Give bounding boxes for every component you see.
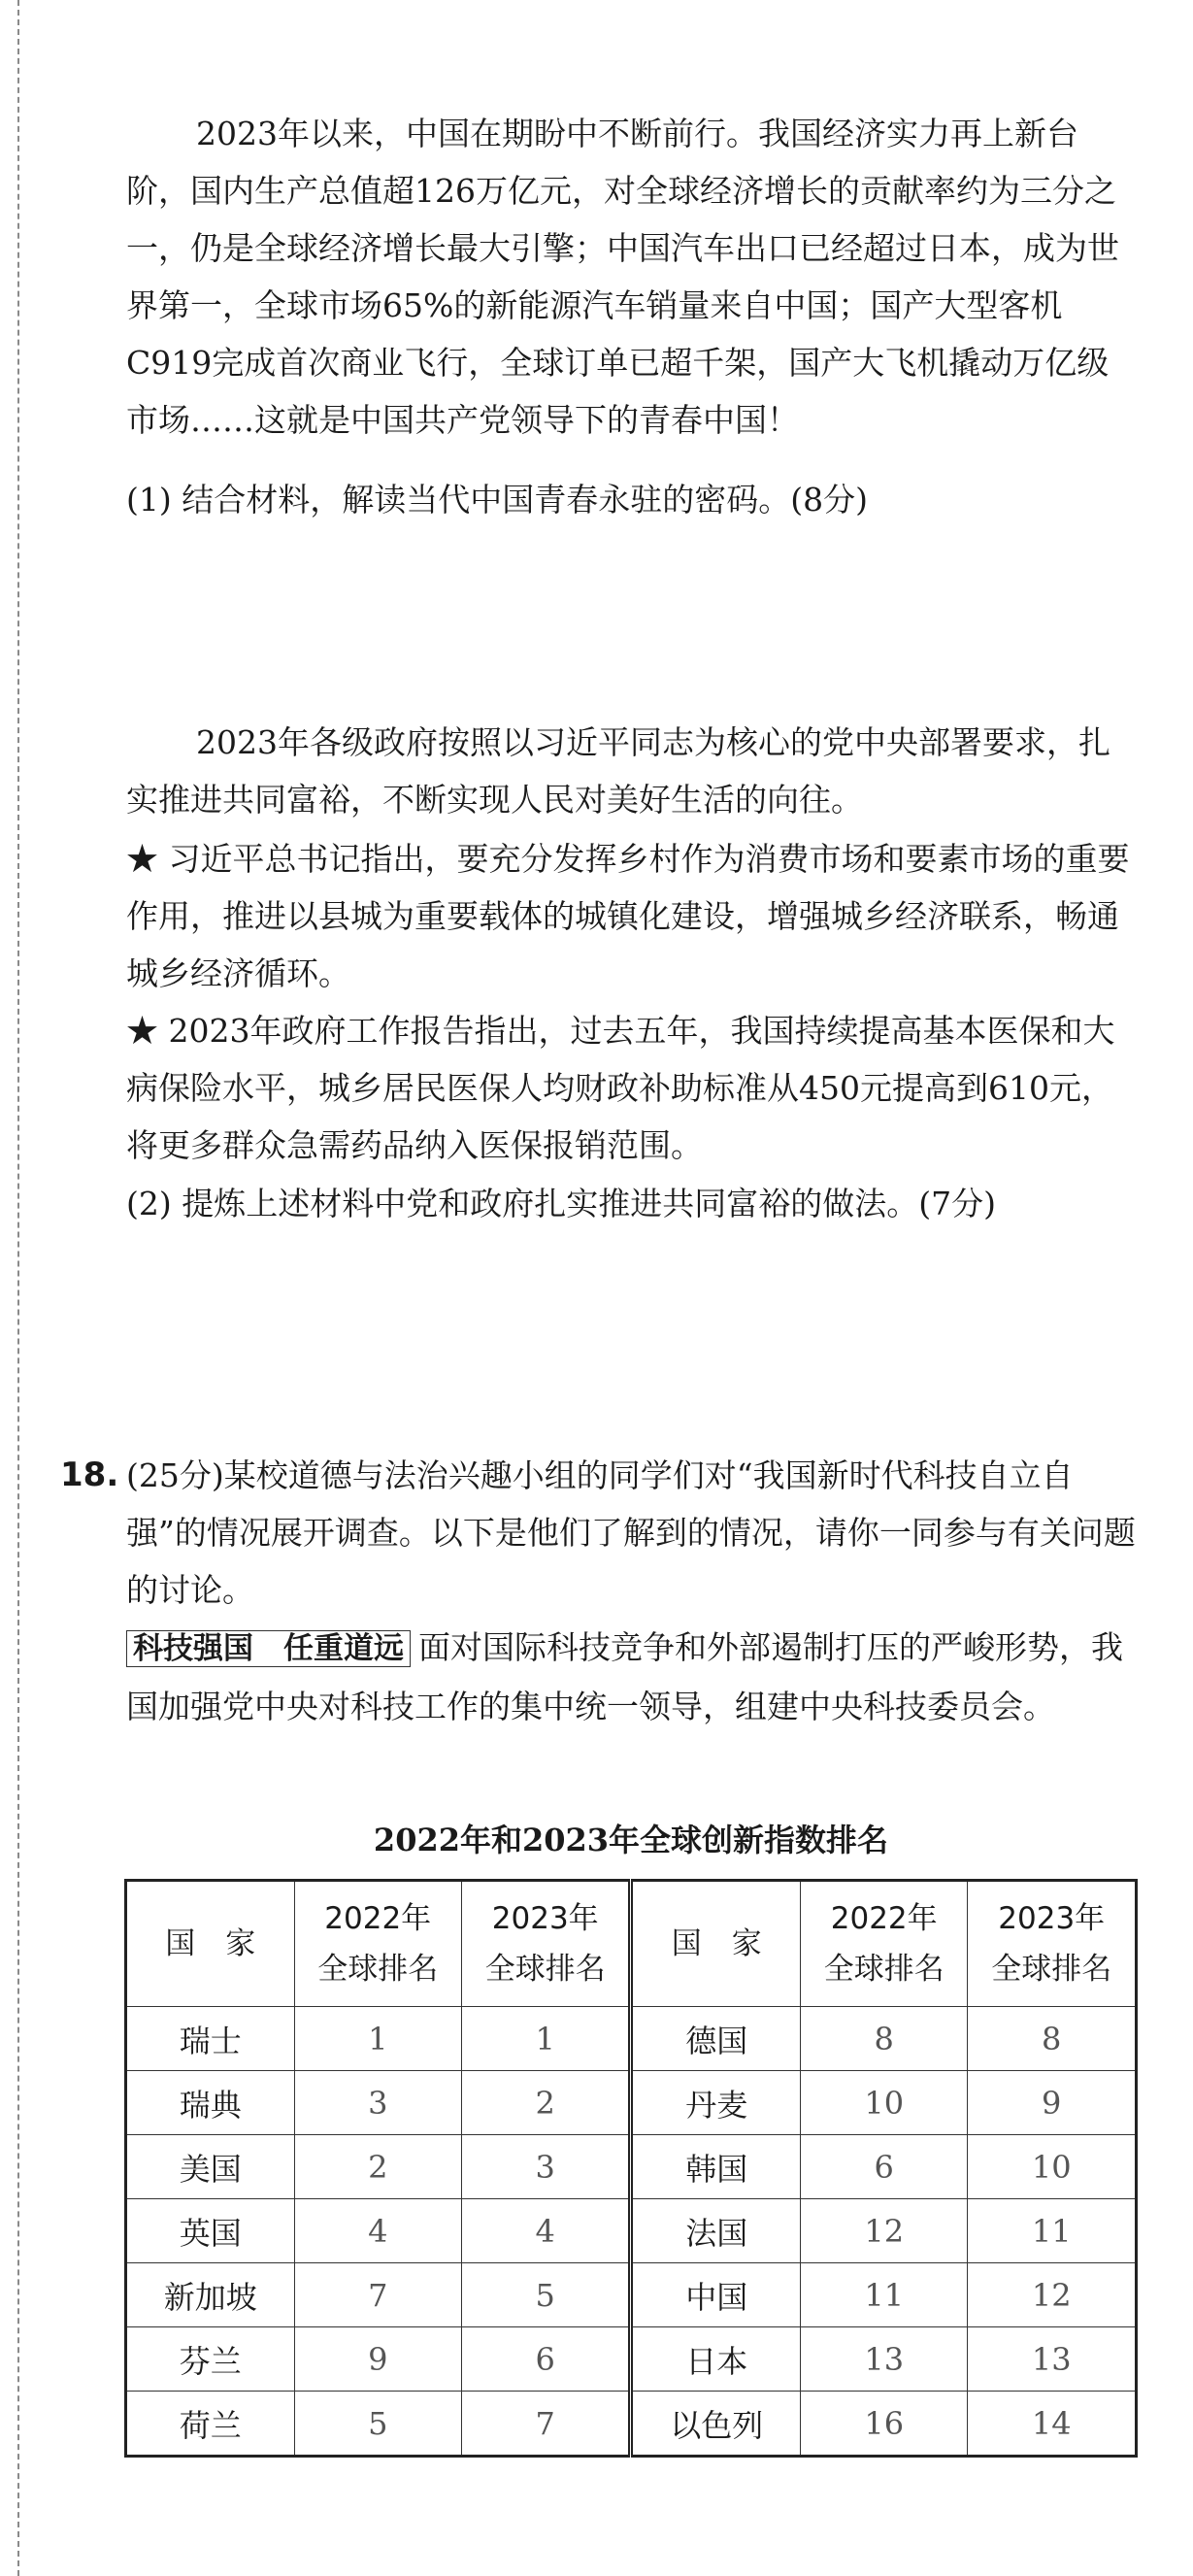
cell-rank-2023: 11 (968, 2199, 1137, 2263)
cell-rank-2022: 10 (800, 2071, 967, 2135)
cell-rank-2023: 7 (461, 2392, 631, 2457)
cell-country: 芬兰 (126, 2327, 295, 2392)
table-row (126, 2007, 1137, 2071)
cell-rank-2023: 12 (968, 2263, 1137, 2327)
cell-rank-2022: 3 (294, 2071, 461, 2135)
table-row (126, 2135, 1137, 2199)
cell-rank-2022: 1 (294, 2007, 461, 2071)
cell-country: 以色列 (631, 2392, 801, 2457)
cell-country: 瑞典 (126, 2071, 295, 2135)
table-row (126, 2071, 1137, 2135)
cell-rank-2022: 6 (800, 2135, 967, 2199)
section-title: 科技强国 任重道远 (126, 1630, 411, 1667)
material2-point1: ★ 习近平总书记指出，要充分发挥乡村作为消费市场和要素市场的重要作用，推进以县城为重要载体的城镇化建设，增强城乡经济联系，畅通城乡经济循环。 (126, 840, 1130, 992)
cell-rank-2022: 16 (800, 2392, 967, 2457)
cell-rank-2022: 2 (294, 2135, 461, 2199)
cell-rank-2022: 7 (294, 2263, 461, 2327)
cell-country: 法国 (631, 2199, 801, 2263)
cell-country: 丹麦 (631, 2071, 801, 2135)
material2-question: (2) 提炼上述材料中党和政府扎实推进共同富裕的做法。(7分) (126, 1185, 996, 1222)
q18-section (126, 1619, 1136, 1735)
material1-question: (1) 结合材料，解读当代中国青春永驻的密码。(8分) (126, 481, 868, 519)
cell-country: 美国 (126, 2135, 295, 2199)
table-row (126, 2392, 1137, 2457)
cell-country: 德国 (631, 2007, 801, 2071)
table-header-row (126, 1881, 1137, 2007)
binding-margin-line (17, 0, 19, 2576)
cell-country: 日本 (631, 2327, 801, 2392)
ranking-table (124, 1879, 1138, 2458)
table-title: 2022年和2023年全球创新指数排名 (373, 1822, 889, 1858)
cell-rank-2022: 9 (294, 2327, 461, 2392)
cell-rank-2023: 8 (968, 2007, 1137, 2071)
cell-rank-2023: 5 (461, 2263, 631, 2327)
header-country-right: 国 家 (631, 1881, 801, 2007)
table-row (126, 2263, 1137, 2327)
question-number: 18. (60, 1455, 119, 1494)
cell-rank-2023: 6 (461, 2327, 631, 2392)
q18-intro: (25分)某校道德与法治兴趣小组的同学们对“我国新时代科技自立自强”的情况展开调查。以下是他们了解到的情况，请你一同参与有关问题的讨论。 (126, 1456, 1136, 1609)
cell-country: 新加坡 (126, 2263, 295, 2327)
cell-country: 瑞士 (126, 2007, 295, 2071)
material2-point2: ★ 2023年政府工作报告指出，过去五年，我国持续提高基本医保和大病保险水平，城乡居民医保人均财政补助标准从450元提高到610元，将更多群众急需药品纳入医保报销范围。 (126, 1012, 1115, 1164)
header-2023-right: 2023年 全球排名 (968, 1881, 1137, 2007)
cell-country: 韩国 (631, 2135, 801, 2199)
cell-rank-2022: 5 (294, 2392, 461, 2457)
cell-country: 英国 (126, 2199, 295, 2263)
cell-country: 中国 (631, 2263, 801, 2327)
cell-rank-2023: 10 (968, 2135, 1137, 2199)
cell-rank-2023: 13 (968, 2327, 1137, 2392)
cell-rank-2023: 9 (968, 2071, 1137, 2135)
section-text: 面对国际科技竞争和外部遏制打压的严峻形势，我国加强党中央对科技工作的集中统一领导，组建中央科技委员会。 (126, 1628, 1123, 1725)
cell-rank-2022: 13 (800, 2327, 967, 2392)
cell-rank-2022: 8 (800, 2007, 967, 2071)
cell-rank-2023: 2 (461, 2071, 631, 2135)
table-row (126, 2199, 1137, 2263)
header-2023-left: 2023年 全球排名 (461, 1881, 631, 2007)
cell-rank-2023: 14 (968, 2392, 1137, 2457)
material1-text: 2023年以来，中国在期盼中不断前行。我国经济实力再上新台阶，国内生产总值超126万亿元，对全球经济增长的贡献率约为三分之一，仍是全球经济增长最大引擎；中国汽车出口已经超过日本，成为世界第一，全球市场65%的新能源汽车销量来自中国；国产大型客机C919完成首次商业飞行，全球订单已超千架，国产大飞机撬动万亿级市场……这就是中国共产党领导下的青春中国！ (126, 115, 1119, 439)
cell-country: 荷兰 (126, 2392, 295, 2457)
header-country-left: 国 家 (126, 1881, 295, 2007)
cell-rank-2022: 11 (800, 2263, 967, 2327)
header-2022-left: 2022年 全球排名 (294, 1881, 461, 2007)
material2-intro: 2023年各级政府按照以习近平同志为核心的党中央部署要求，扎实推进共同富裕，不断实现人民对美好生活的向往。 (126, 723, 1110, 819)
cell-rank-2023: 1 (461, 2007, 631, 2071)
cell-rank-2023: 3 (461, 2135, 631, 2199)
table-row (126, 2327, 1137, 2392)
cell-rank-2023: 4 (461, 2199, 631, 2263)
cell-rank-2022: 4 (294, 2199, 461, 2263)
cell-rank-2022: 12 (800, 2199, 967, 2263)
header-2022-right: 2022年 全球排名 (800, 1881, 967, 2007)
